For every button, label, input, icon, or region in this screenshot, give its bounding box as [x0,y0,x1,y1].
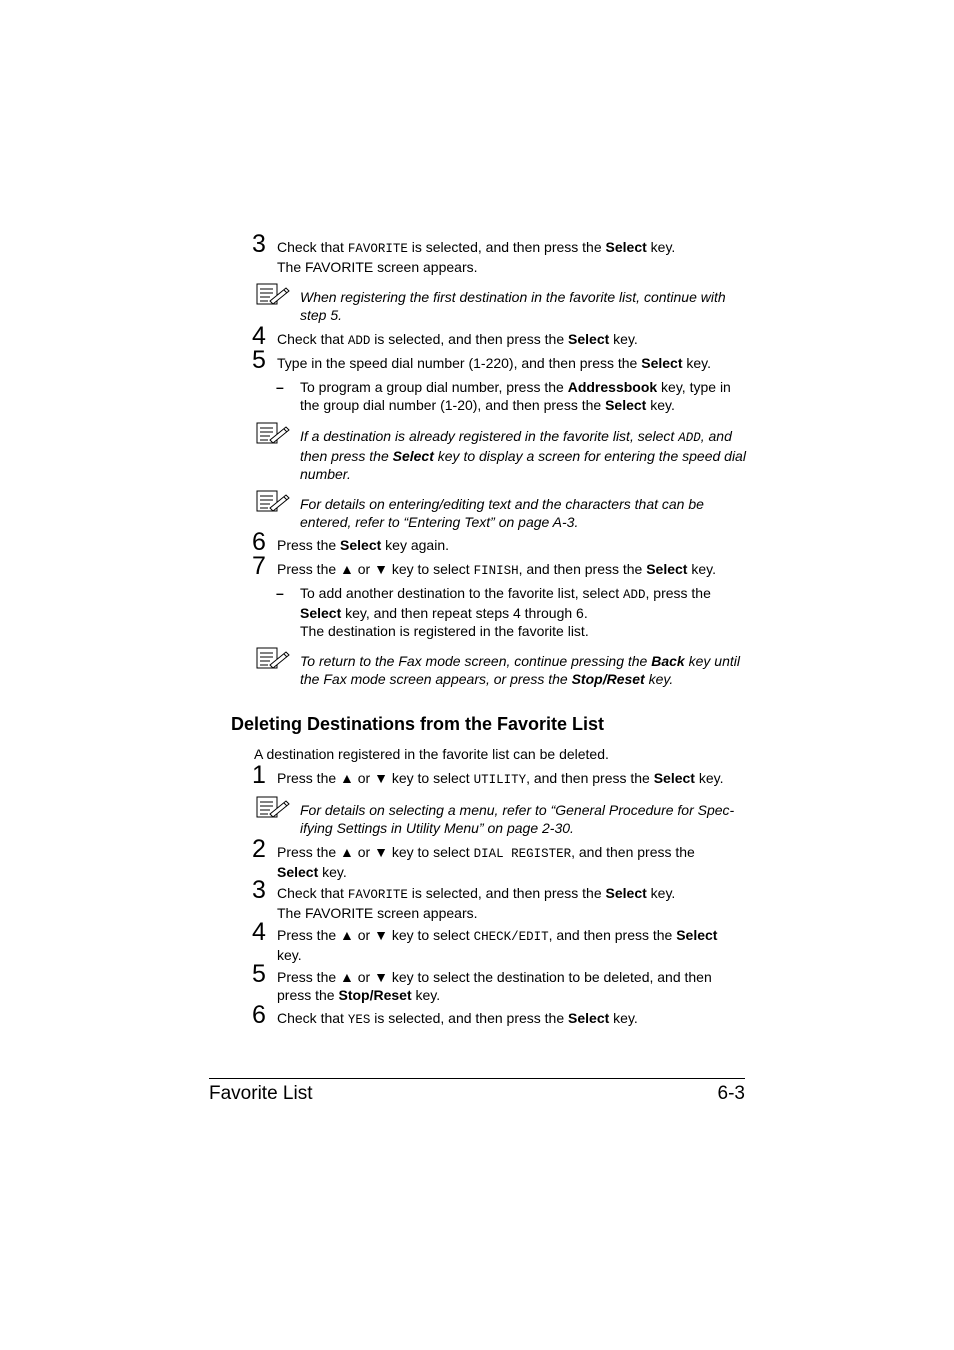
text: Press the ▲ or ▼ key to select the destination to be deleted, and then press the [277,969,712,1003]
text: To add another destination to the favorite list, select [300,585,623,601]
text: , and then press the [518,561,647,577]
step-text [277,354,747,372]
sub-step-text [300,584,748,640]
screen-label: CHECK/EDIT [473,930,549,944]
text: Press the ▲ or ▼ key to select [277,844,474,860]
step-text [277,884,747,922]
text: is selected, and then press the [370,331,569,347]
note-icon [256,490,290,512]
key-name: Select [392,448,434,464]
text: key. [644,671,674,687]
text: The FAVORITE screen appears. [277,259,478,275]
text: Check that [277,331,348,347]
screen-label: FAVORITE [347,888,408,902]
text: key. [682,355,712,371]
step-number: 2 [252,835,266,863]
screen-label: YES [347,1013,371,1027]
key-name: Select [568,1010,610,1026]
text: Press the ▲ or ▼ key to select [277,927,474,943]
footer-rule [209,1078,745,1079]
step-text [277,330,747,350]
step-text [277,238,747,276]
step-number: 4 [252,918,266,946]
text: is selected, and then press the [407,239,606,255]
key-name: Select [641,355,683,371]
text: key until the Fax mode screen appears, or press the [300,653,740,687]
step-number: 3 [252,230,266,258]
step-number: 1 [252,761,266,789]
text: key, type in the group dial number (1-20), and then press the [300,379,731,413]
text: , and then press the [526,770,654,786]
text: is selected, and then press the [370,1010,569,1026]
key-name: Select [300,605,342,621]
step-text [277,1009,747,1029]
key-name: Select [646,561,688,577]
step-number: 5 [252,960,266,988]
text: key to display a screen for entering the speed dial number. [300,448,746,482]
text: , and then press the [571,844,695,860]
key-name: Select [653,770,695,786]
step-number: 4 [252,322,266,350]
step-text [277,769,747,789]
text: , press the [645,585,711,601]
text: Type in the speed dial number (1-220), and then press the [277,355,642,371]
key-name: Select [340,537,382,553]
text: Press the ▲ or ▼ key to select [277,561,474,577]
text: key. [411,987,441,1003]
note-text [300,652,748,688]
screen-label: ADD [678,431,701,445]
sub-step-dash: – [276,379,284,395]
step-number: 6 [252,528,266,556]
text: key. [609,331,638,347]
note-text: When registering the first destination in the favorite list, continue with step 5. [300,289,726,323]
step-number: 6 [252,1001,266,1029]
note-icon [256,796,290,818]
key-name: Select [277,864,319,880]
note-icon [256,422,290,444]
text: The destination is registered in the favorite list. [300,623,589,639]
key-name: Stop/Reset [571,671,645,687]
text: key. [687,561,716,577]
text: is selected, and then press the [407,885,606,901]
text: key. [318,864,347,880]
text: Check that [277,239,348,255]
sub-step-dash: – [276,585,284,601]
screen-label: ADD [347,334,371,348]
key-name: Select [605,885,647,901]
step-text [277,968,727,1004]
screen-label: UTILITY [473,773,527,787]
text: key, and then repeat steps 4 through 6. [341,605,588,621]
step-text [277,560,747,580]
note-text: For details on entering/editing text and the characters that can be entered, refer to “Entering Text” on page A-3. [300,496,704,530]
text: key. [646,239,676,255]
text: Press the [277,537,341,553]
key-name: Back [651,653,685,669]
text: key. [646,885,676,901]
text: To program a group dial number, press the [300,379,568,395]
text: , and then press the [548,927,677,943]
text: If a destination is already registered in the favorite list, select [300,428,679,444]
key-name: Stop/Reset [338,987,412,1003]
key-name: Addressbook [567,379,658,395]
key-name: Select [605,397,647,413]
footer-chapter-title: Favorite List [209,1083,313,1104]
step-text [277,536,747,554]
screen-label: ADD [622,588,646,602]
text: To return to the Fax mode screen, continue pressing the [300,653,652,669]
step-number: 5 [252,346,266,374]
note-text: For details on selecting a menu, refer to “General Procedure for Spec-ifying Settings in Utility Menu” on page 2-30. [300,802,735,836]
text: , and then press the [300,428,732,464]
text: key. [646,397,675,413]
sub-step-text [300,378,748,414]
key-name: Select [676,927,718,943]
text: Check that [277,1010,348,1026]
text: Check that [277,885,348,901]
step-number: 7 [252,552,266,580]
key-name: Select [568,331,610,347]
text: key. [609,1010,638,1026]
text: Press the ▲ or ▼ key to select [277,770,474,786]
screen-label: FAVORITE [347,242,408,256]
text: The FAVORITE screen appears. [277,905,478,921]
note-text [300,427,748,483]
section-intro: A destination registered in the favorite list can be deleted. [254,746,609,762]
step-number: 3 [252,876,266,904]
step-text [277,926,739,964]
screen-label: FINISH [473,564,519,578]
text: key again. [381,537,449,553]
note-icon [256,283,290,305]
note-icon [256,647,290,669]
step-text [277,843,717,881]
text: key. [277,947,302,963]
screen-label: DIAL REGISTER [473,847,572,861]
section-heading: Deleting Destinations from the Favorite List [231,714,605,734]
key-name: Select [605,239,647,255]
footer-page-number: 6-3 [717,1083,745,1104]
text: key. [694,770,724,786]
